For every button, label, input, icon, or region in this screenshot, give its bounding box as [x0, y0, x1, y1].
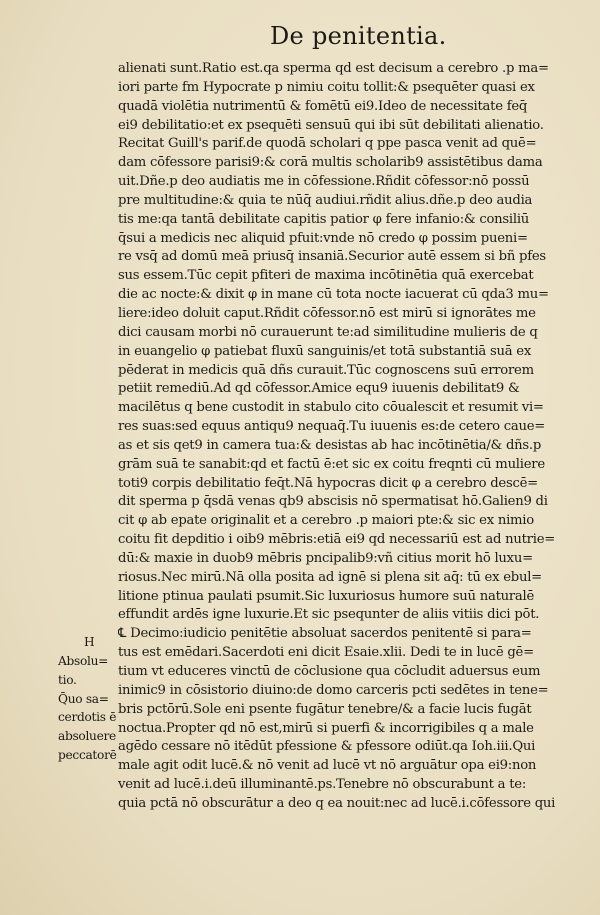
text-line: tium vt educeres vinctū de cōclusione qua cōcludit aduersus eum	[118, 664, 541, 679]
text-line: agēdo cessare nō itēdūt pfessione & pfessore odiūt.qa Ioh.iii.Qui	[118, 739, 536, 755]
text-line: dici causam morbi nō curauerunt te:ad similitudine mulieris de q	[118, 324, 538, 340]
text-line: bris pctōrū.Sole eni psente fugātur tenebre/& a facie lucis fugāt̄	[118, 701, 532, 717]
running-head: De penitentia.	[270, 22, 447, 50]
margin-notes	[58, 633, 122, 765]
text-line: ℄ Decimo:iudicio penitētie absoluat sacerdos penitentē si para=	[118, 626, 532, 642]
text-line: as et sis qet9 in camera tua:& desistas ab hac incōtinētia/& dñs.p	[118, 437, 542, 453]
text-line: ei9 debilitatio:et ex psequēti sensuū qui ibi sūt debilitati alienatio.	[118, 117, 544, 133]
margin-line: tio.	[58, 672, 77, 687]
text-line: riosus.Nec mirū.Nā olla posita ad ignē si plena sit aq̄: tū ex ebul=	[118, 569, 542, 585]
text-line: tus est emēdari.Sacerdoti eni dicit̄ Esaie.xlii. Dedi te in lucē gē=	[118, 645, 534, 661]
main-text-column	[118, 60, 588, 814]
text-line: pēderat in medicis quā dñs curauit.Tūc cognoscens suū errorem	[118, 362, 534, 378]
text-line: toti9 corpis debilitatio feq̄t.Nā hypocras dicit φ a cerebro descē=	[118, 475, 538, 491]
text-line: grām suā te sanabit:qd et factū ē:et sic ex coitu freqnti cū muliere	[118, 456, 545, 472]
text-line: effundit ardēs igne luxurie.Et sic psequnter de aliis vitiis dici pōt.	[118, 607, 540, 623]
text-line: liere:ideo doluit caput.Rñdit cōfessor.nō est mirū si ignorātes me	[118, 305, 536, 321]
text-line: petiit remediū.Ad qd̄ cōfessor.Amice equ9 iuuenis debilitat9 &	[118, 381, 520, 397]
text-line: alienati sunt.Ratio est.qa sperma qd est decisum a cerebro .p ma=	[118, 61, 549, 76]
text-line: sus essem.Tūc cepit pfiteri de maxima incōtinētia quā exercebat	[118, 268, 534, 284]
text-line: litione ptinua paulati psumit̄.Sic luxuriosus humore suū naturalē	[118, 588, 535, 604]
text-line: res suas:sed equus antiqu9 nequaq̄.Tu iuuenis es:de cetero caue=	[118, 419, 546, 435]
text-line: male agit odit lucē.& nō venit ad lucē vt nō arguātur opa ei9:non	[118, 758, 537, 774]
margin-line: absoluere	[58, 729, 116, 744]
margin-line: cerdotis ē	[58, 710, 117, 725]
text-line: quadā violētia nutrimentū & fomētū ei9.Ideo de necessitate feq̄	[118, 98, 528, 114]
text-line: noctua.Propter qd nō est,mirū si puerfi & incorrigibiles q a male	[118, 720, 534, 736]
text-line: macilētus q bene custodit in stabulo cito cōualescit et resumit vi=	[118, 400, 544, 416]
text-line: quia pctā nō obscurātur a deo q ea nouit:nec ad lucē.i.cōfessore qui	[118, 795, 556, 811]
text-line: coitu fit depditio i oib9 mēbris:etiā ei9 qd necessariū est ad nutrie=	[118, 532, 556, 548]
margin-line: Q̄uo sa=	[58, 691, 109, 706]
margin-line: peccatorē	[58, 748, 117, 763]
text-line: dū:& maxie in duob9 mēbris pncipalib9:vñ citius morit̄ hō luxu=	[118, 550, 533, 566]
text-line: dit sperma p q̄sdā venas qb9 abscisis nō spermatisat hō.Galien9 di	[118, 494, 548, 510]
text-line: iori parte fm Hypocrate p nimiu coitu tollit:& psequēter quasi ex	[118, 79, 535, 95]
text-line: pre multitudine:& quia te nūq̄ audiui.rñdit alius.dñe.p deo audia	[118, 192, 533, 208]
margin-note-lines	[58, 652, 122, 765]
text-line: re vsq̄ ad domū meā priusq̄ insaniā.Securior autē essem si bñ pfes	[118, 249, 546, 265]
text-line: Recitat Guill's parif.de quodā scholari q ppe pasca venit ad quē=	[118, 136, 537, 152]
text-line: tis me:qa tantā debilitate capitis patior φ fere infanio:& consiliū	[118, 211, 530, 227]
text-line: in euangelio φ patiebat̄ fluxū sanguinis/et totā substantiā suā ex	[118, 343, 532, 359]
text-line: cit φ ab epate originalit̄ et a cerebro .p maiori pte:& sic ex nimio	[118, 513, 534, 529]
text-line: q̄sui a medicis nec aliquid pfuit:vnde nō credo φ possim pueni=	[118, 230, 528, 246]
text-line: dam cōfessore parisi9:& corā multis scholarib9 assistētibus dama	[118, 155, 543, 171]
margin-letter: H	[84, 635, 95, 649]
text-line: die ac nocte:& dixit φ in mane cū tota nocte iacuerat cū qda3 mu=	[118, 287, 549, 303]
margin-line: Absolu=	[58, 653, 109, 668]
text-line: inimic9 in cōsistorio diuino:de domo carceris pcti sedētes in tene=	[118, 682, 549, 698]
text-line: venit ad lucē.i.deū illuminantē.ps.Tenebre nō obscurabunt̄ a te:	[118, 777, 527, 793]
text-line: uit.Dñe.p deo audiatis me in cōfessione.Rñdit cōfessor:nō possū	[118, 174, 530, 190]
